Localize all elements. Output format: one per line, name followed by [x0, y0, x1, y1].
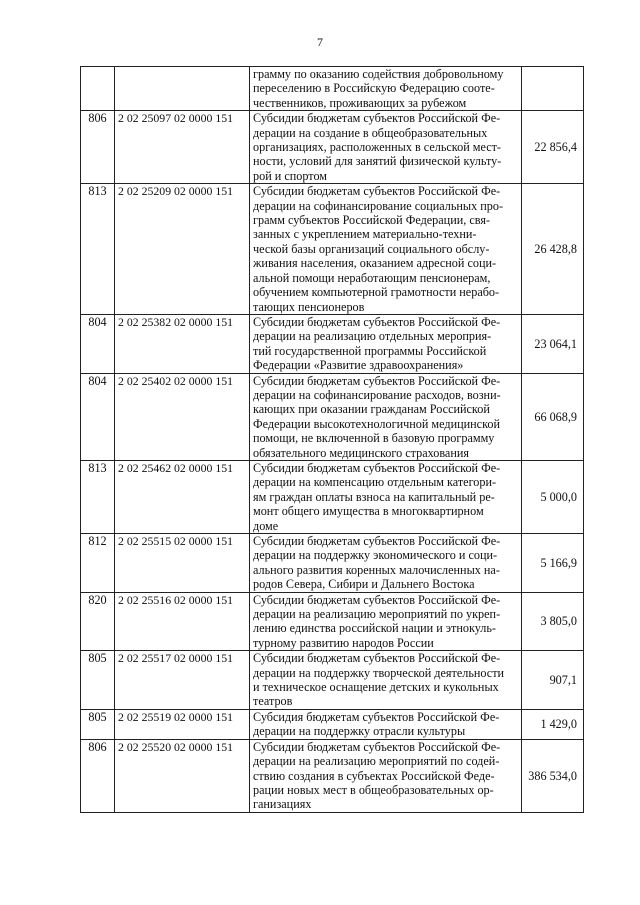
revenue-name-line: Федерации высокотехнологичной медицинской	[253, 416, 500, 431]
amount-cell: 5 000,0	[522, 460, 584, 533]
revenue-name-line: грамм субъектов Российской Федерации, свя-	[253, 213, 491, 228]
revenue-name-line: организациях, расположенных в сельской мест-	[253, 140, 501, 155]
revenue-name-line: ности, условий для занятий физической культу-	[253, 154, 502, 169]
revenue-name-line: дерации на реализацию мероприятий по содей-	[253, 754, 500, 769]
table-row	[81, 314, 584, 373]
table-row	[81, 709, 584, 739]
revenue-name-line: ганизациях	[253, 797, 312, 812]
table-row	[81, 534, 584, 593]
revenue-name-line: живания населения, оказанием адресной соци-	[253, 256, 497, 271]
revenue-name-line: Субсидии бюджетам субъектов Российской Фе-	[253, 111, 501, 126]
admin-code-cell: 812	[81, 534, 115, 593]
revenue-name-line: Субсидии бюджетам субъектов Российской Фе-	[253, 592, 501, 607]
revenue-name-line: занных с укреплением материально-техни-	[253, 227, 477, 242]
budget-classification-code-cell: 2 02 25402 02 0000 151	[115, 373, 250, 460]
revenue-name-line: тающих пенсионеров	[253, 299, 365, 314]
table-row	[81, 184, 584, 315]
table-row	[81, 592, 584, 651]
amount-cell	[522, 67, 584, 111]
budget-classification-code-cell: 2 02 25462 02 0000 151	[115, 460, 250, 533]
table-row	[81, 460, 584, 533]
revenue-name-cell	[250, 111, 522, 184]
revenue-name-line: Субсидия бюджетам субъектов Российской Фе-	[253, 709, 500, 724]
revenue-name-cell	[250, 314, 522, 373]
revenue-name-line: дерации на поддержку творческой деятельности	[253, 665, 505, 680]
revenue-name-line: обучением компьютерной грамотности нерабо-	[253, 285, 500, 300]
amount-cell: 1 429,0	[522, 709, 584, 739]
amount-cell: 23 064,1	[522, 314, 584, 373]
revenue-name-line: ям граждан оплаты взноса на капитальный ре-	[253, 489, 495, 504]
budget-classification-code-cell	[115, 67, 250, 111]
revenue-name-line: Субсидии бюджетам субъектов Российской Фе-	[253, 314, 501, 329]
revenue-name-line: доме	[253, 518, 279, 533]
amount-cell: 3 805,0	[522, 592, 584, 651]
revenue-name-line: и техническое оснащение детских и кукольных	[253, 680, 499, 695]
revenue-name-line: альной помощи неработающим пенсионерам,	[253, 270, 491, 285]
revenue-name-line: тий государственной программы Российской	[253, 343, 487, 358]
revenue-name-cell	[250, 651, 522, 710]
amount-cell: 66 068,9	[522, 373, 584, 460]
revenue-name-line: обязательного медицинского страхования	[253, 445, 469, 460]
revenue-name-line: переселению в Российскую Федерацию сооте-	[253, 81, 495, 96]
revenue-name-line: Субсидии бюджетам субъектов Российской Фе-	[253, 373, 501, 388]
revenue-name-line: монт общего имущества в многоквартирном	[253, 504, 484, 519]
amount-cell: 5 166,9	[522, 534, 584, 593]
revenue-name-line: Субсидии бюджетам субъектов Российской Фе-	[253, 184, 501, 199]
table-row	[81, 651, 584, 710]
revenue-name-line: помощи, не включенной в базовую программу	[253, 431, 495, 446]
revenue-name-line: дерации на создание в общеобразовательных	[253, 125, 488, 140]
revenue-name-line: ческой базы организаций социального обслу-	[253, 241, 490, 256]
table-row	[81, 67, 584, 111]
revenue-name-line: дерации на софинансирование социальных про-	[253, 198, 504, 213]
table-row	[81, 373, 584, 460]
admin-code-cell: 805	[81, 651, 115, 710]
revenue-name-cell	[250, 709, 522, 739]
revenue-name-cell	[250, 460, 522, 533]
admin-code-cell: 804	[81, 373, 115, 460]
revenue-name-line: рации новых мест в общеобразовательных ор-	[253, 782, 494, 797]
budget-classification-code-cell: 2 02 25517 02 0000 151	[115, 651, 250, 710]
budget-classification-code-cell: 2 02 25519 02 0000 151	[115, 709, 250, 739]
admin-code-cell: 820	[81, 592, 115, 651]
revenue-name-line: Субсидии бюджетам субъектов Российской Фе-	[253, 739, 501, 754]
revenue-name-cell	[250, 592, 522, 651]
revenue-name-line: дерации на реализацию мероприятий по укреп-	[253, 607, 501, 622]
table-row	[81, 739, 584, 812]
table-body	[81, 67, 584, 813]
budget-classification-code-cell: 2 02 25097 02 0000 151	[115, 111, 250, 184]
page-number: 7	[317, 35, 323, 49]
revenue-name-cell	[250, 67, 522, 111]
revenue-name-line: грамму по оказанию содействия добровольному	[253, 67, 504, 81]
admin-code-cell: 813	[81, 184, 115, 315]
revenue-name-line: кающих при оказании гражданам Российской	[253, 402, 490, 417]
budget-classification-code-cell: 2 02 25515 02 0000 151	[115, 534, 250, 593]
revenue-name-line: дерации на софинансирование расходов, возни-	[253, 387, 501, 402]
revenue-name-line: дерации на поддержку отрасли культуры	[253, 724, 466, 739]
revenue-name-line: дерации на поддержку экономического и соци-	[253, 548, 498, 563]
amount-cell: 386 534,0	[522, 739, 584, 812]
revenue-name-cell	[250, 739, 522, 812]
revenue-name-line: Субсидии бюджетам субъектов Российской Фе-	[253, 460, 501, 475]
revenue-name-line: ального развития коренных малочисленных на-	[253, 562, 500, 577]
budget-classification-code-cell: 2 02 25382 02 0000 151	[115, 314, 250, 373]
admin-code-cell: 813	[81, 460, 115, 533]
admin-code-cell: 805	[81, 709, 115, 739]
budget-table	[80, 66, 584, 813]
amount-cell: 907,1	[522, 651, 584, 710]
revenue-name-cell	[250, 534, 522, 593]
budget-classification-code-cell: 2 02 25516 02 0000 151	[115, 592, 250, 651]
revenue-name-line: ствию создания в субъектах Российской Феде-	[253, 768, 495, 783]
budget-classification-code-cell: 2 02 25209 02 0000 151	[115, 184, 250, 315]
admin-code-cell: 806	[81, 739, 115, 812]
revenue-name-cell	[250, 184, 522, 315]
revenue-name-line: турному развитию народов России	[253, 635, 434, 650]
table-row	[81, 111, 584, 184]
revenue-name-line: дерации на реализацию отдельных мероприя-	[253, 329, 492, 344]
revenue-name-line: лению единства российской нации и этнокуль-	[253, 621, 496, 636]
amount-cell: 26 428,8	[522, 184, 584, 315]
admin-code-cell: 806	[81, 111, 115, 184]
revenue-name-line: Федерации «Развитие здравоохранения»	[253, 358, 464, 373]
amount-cell: 22 856,4	[522, 111, 584, 184]
revenue-name-line: Субсидии бюджетам субъектов Российской Фе-	[253, 534, 501, 548]
revenue-name-line: Субсидии бюджетам субъектов Российской Фе-	[253, 651, 501, 666]
revenue-name-line: рой и спортом	[253, 168, 328, 183]
revenue-name-line: театров	[253, 694, 293, 709]
revenue-name-line: чественников, проживающих за рубежом	[253, 95, 467, 110]
revenue-name-line: дерации на компенсацию отдельным категори-	[253, 475, 497, 490]
revenue-name-line: родов Севера, Сибири и Дальнего Востока	[253, 577, 475, 592]
budget-classification-code-cell: 2 02 25520 02 0000 151	[115, 739, 250, 812]
admin-code-cell: 804	[81, 314, 115, 373]
admin-code-cell	[81, 67, 115, 111]
revenue-name-cell	[250, 373, 522, 460]
